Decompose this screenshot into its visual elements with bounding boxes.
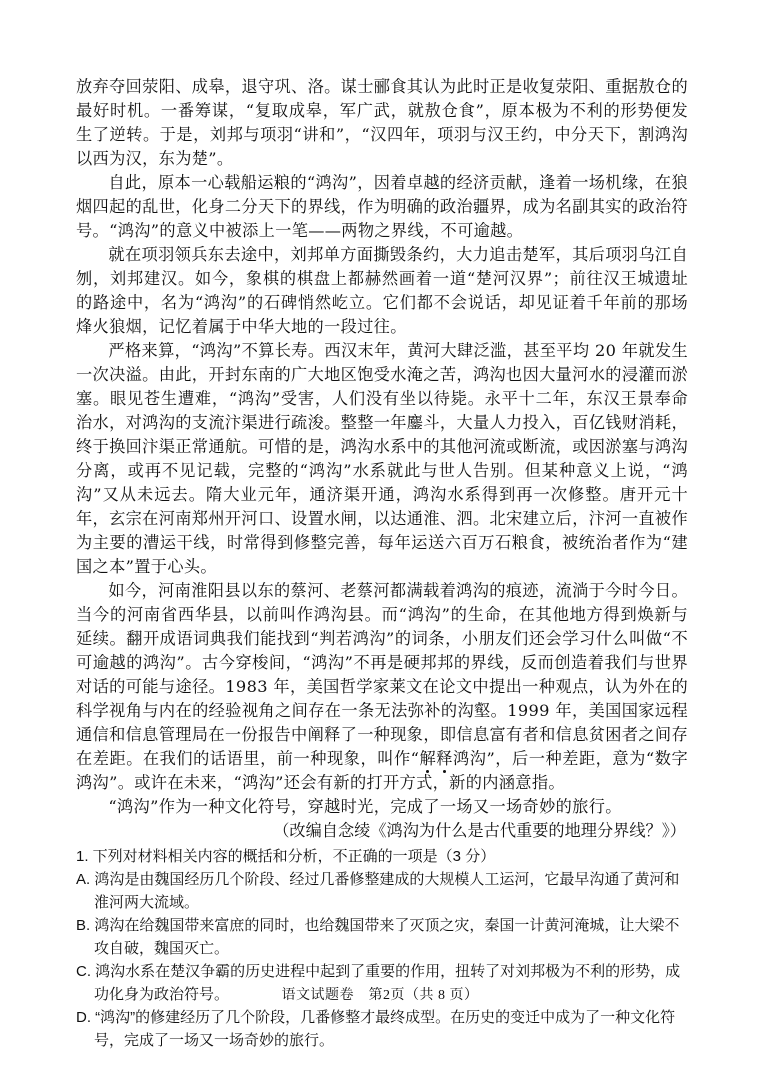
question-1 — [76, 845, 688, 1052]
option-a: A. 鸿沟是由魏国经历几个阶段、经过几番修整建成的大规模人工运河，它最早沟通了黄河和淮河两大流域。 — [76, 871, 680, 911]
paragraph-5-part-b: 鸿沟”，后一种差距，意为“数字鸿沟”。或许在未来，“鸿沟”还会有新的打开方式，新的内涵意指。 — [76, 749, 688, 792]
paragraph-5 — [76, 579, 688, 795]
paragraph-5-part-a: 如今，河南淮阳县以东的蔡河、老蔡河都满载着鸿沟的痕迹，流淌于今时今日。当今的河南省西华县，以前叫作鸿沟县。而“鸿沟”的生命，在其他地方得到焕新与延续。翻开成语词典我们能找到“判若鸿沟”的词条，小朋友们还会学习什么叫做“不可逾越的鸿沟”。古今穿梭间，“鸿沟”不再是硬邦邦的界线，反而创造着我们与世界对话的可能与途径。1983 年，美国哲学家莱文在论文中提出一种观点，认为外在的科学视角与内在的经验视角之间存在一条无法弥补的沟壑。1999 年，美国国家远程通信和信息管理局在一份报告中阐释了一种现象，即信息富有者和信息贫困者之间存在差距。在我们的话语里，前一种现象，叫作“ — [76, 581, 688, 768]
option-c: C. 鸿沟水系在楚汉争霸的历史进程中起到了重要的作用，扭转了对刘邦极为不利的形势，成功化身为政治符号。 — [76, 963, 681, 1003]
source-citation: （改编自念绫《鸿沟为什么是古代重要的地理分界线？》） — [273, 821, 686, 840]
emphasis-dot-char: 解 — [419, 749, 437, 768]
page-footer: 语文试题卷 第2页（共 8 页） — [281, 988, 479, 1003]
option-d: D. “鸿沟”的修建经历了几个阶段，几番修整才最终成型。在历史的变迁中成为了一种文化符号，完成了一场又一场奇妙的旅行。 — [76, 1009, 676, 1049]
option-b: B. 鸿沟在给魏国带来富庶的同时，也给魏国带来了灭顶之灾，秦国一计黄河淹城，让大梁不攻自破，魏国灭亡。 — [76, 917, 680, 957]
article-body — [76, 75, 688, 1052]
question-stem: 1. 下列对材料相关内容的概括和分析，不正确的一项是（3 分） — [76, 848, 496, 865]
paragraph-4: 严格来算，“鸿沟”不算长寿。西汉末年，黄河大肆泛滥，甚至平均 20 年就发生一次决溢。由此，开封东南的广大地区饱受水淹之苦，鸿沟也因大量河水的浸灌而淤塞。眼见苍生遭难，“鸿沟”受害，人们没有坐以待毙。永平十二年，东汉王景奉命治水，对鸿沟的支流汴渠进行疏浚。整整一年鏖斗，大量人力投入，百亿钱财消耗，终于换回汴渠正常通航。可惜的是，鸿沟水系中的其他河流或断流，或因淤塞与鸿沟分离，或再不见记载，完整的“鸿沟”水系就此与世人告别。但某种意义上说，“鸿沟”又从未远去。隋大业元年，通济渠开通，鸿沟水系得到再一次修整。唐开元十年，玄宗在河南郑州开河口、设置水闸，以达通淮、泗。北宋建立后，汴河一直被作为主要的漕运干线，时常得到修整完善，每年运送六百万石粮食，被统治者作为“建国之本”置于心头。 — [76, 341, 688, 576]
paragraph-1: 放弃夺回荥阳、成皋，退守巩、洛。谋士郦食其认为此时正是收复荥阳、重据敖仓的最好时机。一番筹谋，“复取成皋，军广武，就敖仓食”，原本极为不利的形势便发生了逆转。于是，刘邦与项羽“讲和”，“汉四年，项羽与汉王约，中分天下，割鸿沟以西为汉，东为楚”。 — [76, 77, 688, 168]
emphasis-dot-char: 释 — [436, 749, 453, 768]
paragraph-2: 自此，原本一心载船运粮的“鸿沟”，因着卓越的经济贡献，逢着一场机缘，在狼烟四起的乱世，化身二分天下的界线，作为明确的政治疆界，成为名副其实的政治符号。“鸿沟”的意义中被添上一笔——两物之界线，不可逾越。 — [76, 173, 688, 240]
paragraph-3: 就在项羽领兵东去途中，刘邦单方面撕毁条约，大力追击楚军，其后项羽乌江自刎，刘邦建汉。如今，象棋的棋盘上都赫然画着一道“楚河汉界”；前往汉王城遗址的路途中，名为“鸿沟”的石碑悄然屹立。它们都不会说话，却见证着千年前的那场烽火狼烟，记忆着属于中华大地的一段过往。 — [76, 245, 688, 336]
paragraph-6: “鸿沟”作为一种文化符号，穿越时光，完成了一场又一场奇妙的旅行。 — [108, 797, 622, 816]
